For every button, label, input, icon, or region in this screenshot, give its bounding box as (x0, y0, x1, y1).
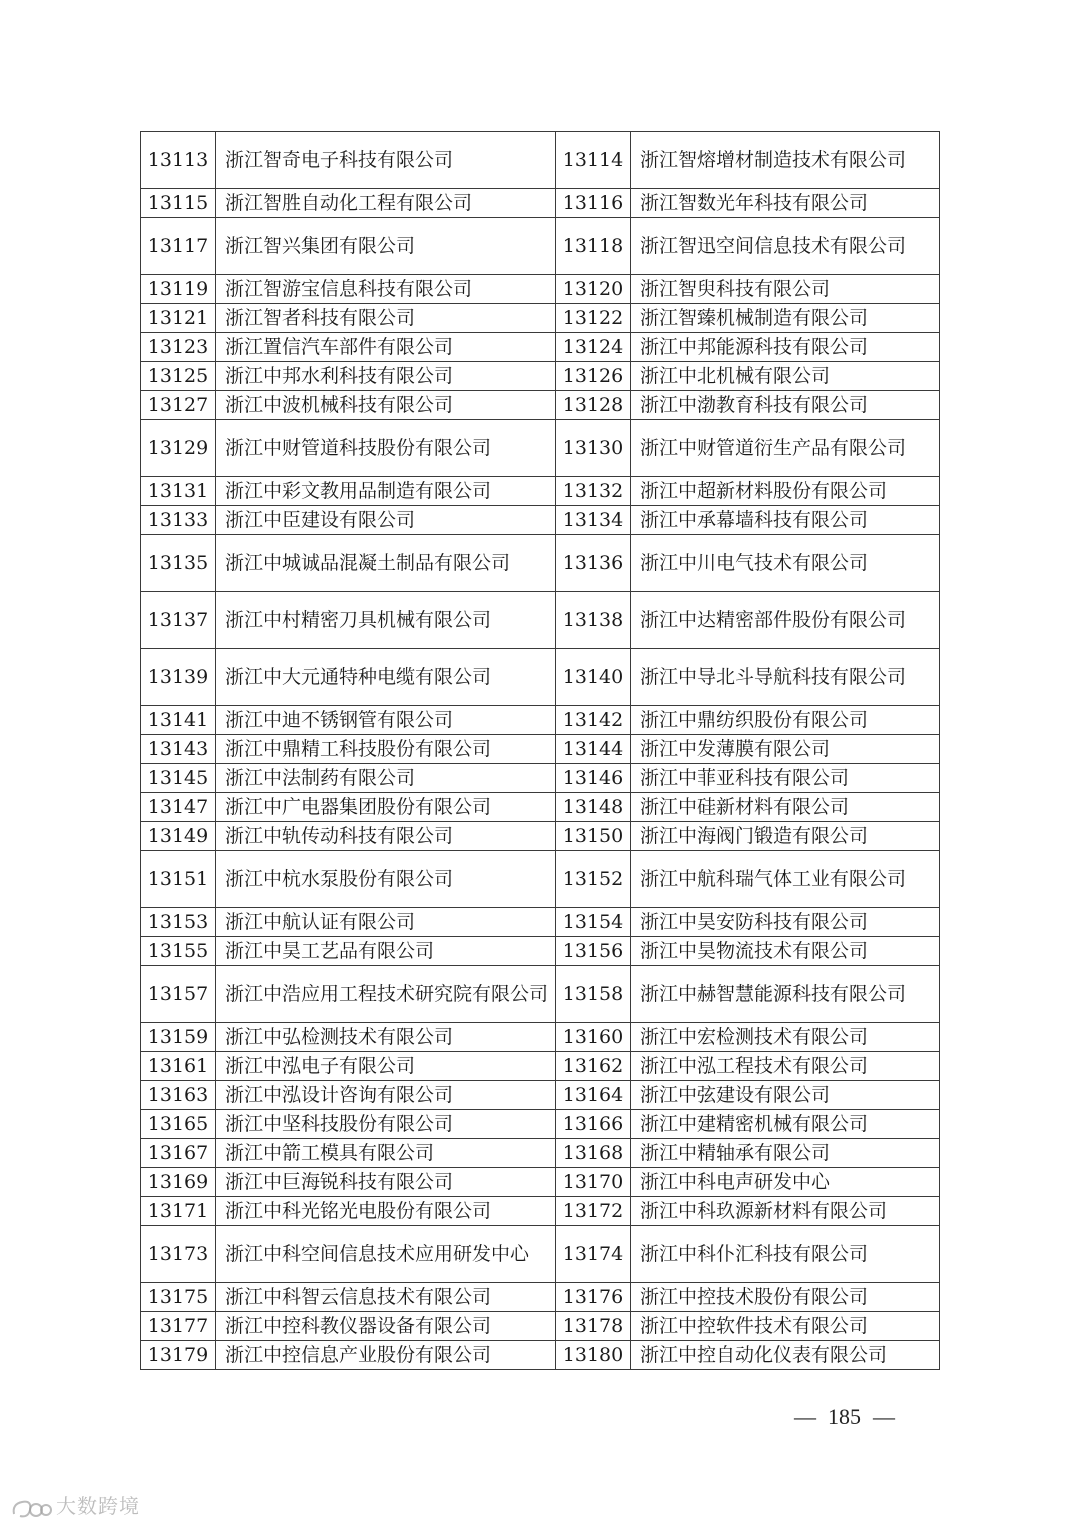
company-number: 13176 (556, 1283, 631, 1312)
company-number: 13117 (141, 218, 216, 275)
company-name: 浙江中鼎纺织股份有限公司 (631, 706, 940, 735)
page-footer (782, 1404, 907, 1430)
table-row (141, 735, 940, 764)
company-number: 13122 (556, 304, 631, 333)
company-name: 浙江智臾科技有限公司 (631, 275, 940, 304)
company-number: 13147 (141, 793, 216, 822)
company-name: 浙江中航认证有限公司 (216, 908, 556, 937)
company-name: 浙江中控信息产业股份有限公司 (216, 1341, 556, 1370)
table-row (141, 764, 940, 793)
company-number: 13120 (556, 275, 631, 304)
company-name: 浙江中财管道衍生产品有限公司 (631, 420, 940, 477)
table-row (141, 1052, 940, 1081)
company-name: 浙江中迪不锈钢管有限公司 (216, 706, 556, 735)
company-name: 浙江中控技术股份有限公司 (631, 1283, 940, 1312)
table-row (141, 333, 940, 362)
table-row (141, 822, 940, 851)
company-number: 13148 (556, 793, 631, 822)
company-number: 13125 (141, 362, 216, 391)
company-name: 浙江智迅空间信息技术有限公司 (631, 218, 940, 275)
company-number: 13155 (141, 937, 216, 966)
company-name: 浙江置信汽车部件有限公司 (216, 333, 556, 362)
table-row (141, 535, 940, 592)
company-number: 13171 (141, 1197, 216, 1226)
company-number: 13119 (141, 275, 216, 304)
company-name: 浙江中硅新材料有限公司 (631, 793, 940, 822)
company-number: 13179 (141, 1341, 216, 1370)
company-number: 13172 (556, 1197, 631, 1226)
company-number: 13129 (141, 420, 216, 477)
company-name: 浙江中泓电子有限公司 (216, 1052, 556, 1081)
company-number: 13114 (556, 132, 631, 189)
table-row (141, 1139, 940, 1168)
company-name: 浙江中承幕墙科技有限公司 (631, 506, 940, 535)
company-number: 13124 (556, 333, 631, 362)
company-number: 13116 (556, 189, 631, 218)
company-number: 13127 (141, 391, 216, 420)
table-row (141, 908, 940, 937)
table-row (141, 966, 940, 1023)
table-row (141, 649, 940, 706)
company-name: 浙江中航科瑞气体工业有限公司 (631, 851, 940, 908)
company-number: 13131 (141, 477, 216, 506)
company-number: 13166 (556, 1110, 631, 1139)
company-name: 浙江中广电器集团股份有限公司 (216, 793, 556, 822)
company-name: 浙江中邦能源科技有限公司 (631, 333, 940, 362)
company-name: 浙江智熔增材制造技术有限公司 (631, 132, 940, 189)
company-name: 浙江中轨传动科技有限公司 (216, 822, 556, 851)
company-name: 浙江智臻机械制造有限公司 (631, 304, 940, 333)
table-row (141, 275, 940, 304)
table-row (141, 1283, 940, 1312)
company-name: 浙江中昊工艺品有限公司 (216, 937, 556, 966)
table-row (141, 304, 940, 333)
company-name: 浙江中泓设计咨询有限公司 (216, 1081, 556, 1110)
company-name: 浙江中财管道科技股份有限公司 (216, 420, 556, 477)
company-name: 浙江智者科技有限公司 (216, 304, 556, 333)
company-number: 13151 (141, 851, 216, 908)
company-name: 浙江中弦建设有限公司 (631, 1081, 940, 1110)
company-name: 浙江中杭水泵股份有限公司 (216, 851, 556, 908)
company-name: 浙江中科空间信息技术应用研发中心 (216, 1226, 556, 1283)
company-name: 浙江中箭工模具有限公司 (216, 1139, 556, 1168)
company-number: 13174 (556, 1226, 631, 1283)
company-name: 浙江中北机械有限公司 (631, 362, 940, 391)
company-name: 浙江中昊安防科技有限公司 (631, 908, 940, 937)
company-name: 浙江中建精密机械有限公司 (631, 1110, 940, 1139)
company-name: 浙江中海阀门锻造有限公司 (631, 822, 940, 851)
company-number: 13157 (141, 966, 216, 1023)
company-name: 浙江智游宝信息科技有限公司 (216, 275, 556, 304)
footer-dash-right: — (873, 1404, 895, 1429)
footer-dash-left: — (794, 1404, 816, 1429)
company-number: 13141 (141, 706, 216, 735)
company-number: 13158 (556, 966, 631, 1023)
company-number: 13137 (141, 592, 216, 649)
company-number: 13118 (556, 218, 631, 275)
company-name: 浙江中超新材料股份有限公司 (631, 477, 940, 506)
company-name: 浙江智奇电子科技有限公司 (216, 132, 556, 189)
company-number: 13128 (556, 391, 631, 420)
table-row (141, 506, 940, 535)
company-name: 浙江智兴集团有限公司 (216, 218, 556, 275)
company-name: 浙江中达精密部件股份有限公司 (631, 592, 940, 649)
company-name: 浙江中科仆汇科技有限公司 (631, 1226, 940, 1283)
company-name: 浙江中波机械科技有限公司 (216, 391, 556, 420)
company-number: 13134 (556, 506, 631, 535)
company-name: 浙江智数光年科技有限公司 (631, 189, 940, 218)
table-row (141, 851, 940, 908)
company-number: 13144 (556, 735, 631, 764)
table-row (141, 132, 940, 189)
company-number: 13175 (141, 1283, 216, 1312)
company-name: 浙江智胜自动化工程有限公司 (216, 189, 556, 218)
company-name: 浙江中臣建设有限公司 (216, 506, 556, 535)
company-number: 13170 (556, 1168, 631, 1197)
company-name: 浙江中导北斗导航科技有限公司 (631, 649, 940, 706)
company-name: 浙江中精轴承有限公司 (631, 1139, 940, 1168)
company-name: 浙江中控自动化仪表有限公司 (631, 1341, 940, 1370)
company-number: 13135 (141, 535, 216, 592)
company-number: 13154 (556, 908, 631, 937)
company-number: 13130 (556, 420, 631, 477)
company-name: 浙江中法制药有限公司 (216, 764, 556, 793)
watermark-text: 大数跨境 (56, 1494, 140, 1518)
table-row (141, 706, 940, 735)
table-row (141, 793, 940, 822)
company-number: 13173 (141, 1226, 216, 1283)
company-name: 浙江中科光铭光电股份有限公司 (216, 1197, 556, 1226)
company-number: 13156 (556, 937, 631, 966)
company-number: 13180 (556, 1341, 631, 1370)
table-row (141, 1197, 940, 1226)
table-row (141, 362, 940, 391)
company-number: 13164 (556, 1081, 631, 1110)
company-name: 浙江中坚科技股份有限公司 (216, 1110, 556, 1139)
table-row (141, 1168, 940, 1197)
company-number: 13142 (556, 706, 631, 735)
company-name: 浙江中科电声研发中心 (631, 1168, 940, 1197)
company-number: 13138 (556, 592, 631, 649)
company-number: 13126 (556, 362, 631, 391)
company-number: 13113 (141, 132, 216, 189)
table-row (141, 937, 940, 966)
company-name: 浙江中发薄膜有限公司 (631, 735, 940, 764)
table-row (141, 218, 940, 275)
company-number: 13133 (141, 506, 216, 535)
company-number: 13178 (556, 1312, 631, 1341)
company-name: 浙江中浩应用工程技术研究院有限公司 (216, 966, 556, 1023)
company-name: 浙江中彩文教用品制造有限公司 (216, 477, 556, 506)
company-name: 浙江中村精密刀具机械有限公司 (216, 592, 556, 649)
table-row (141, 391, 940, 420)
table-row (141, 1023, 940, 1052)
company-number: 13160 (556, 1023, 631, 1052)
company-name: 浙江中巨海锐科技有限公司 (216, 1168, 556, 1197)
company-name: 浙江中川电气技术有限公司 (631, 535, 940, 592)
table-row (141, 1110, 940, 1139)
company-name: 浙江中控软件技术有限公司 (631, 1312, 940, 1341)
company-number: 13115 (141, 189, 216, 218)
company-name: 浙江中控科教仪器设备有限公司 (216, 1312, 556, 1341)
table-row (141, 189, 940, 218)
company-number: 13177 (141, 1312, 216, 1341)
company-number: 13150 (556, 822, 631, 851)
company-name: 浙江中鼎精工科技股份有限公司 (216, 735, 556, 764)
company-name: 浙江中科玖源新材料有限公司 (631, 1197, 940, 1226)
company-number: 13152 (556, 851, 631, 908)
company-number: 13165 (141, 1110, 216, 1139)
company-number: 13149 (141, 822, 216, 851)
company-number: 13153 (141, 908, 216, 937)
company-number: 13167 (141, 1139, 216, 1168)
company-name: 浙江中城诚品混凝土制品有限公司 (216, 535, 556, 592)
company-number: 13168 (556, 1139, 631, 1168)
company-number: 13136 (556, 535, 631, 592)
company-number: 13169 (141, 1168, 216, 1197)
table-row (141, 592, 940, 649)
company-number: 13123 (141, 333, 216, 362)
company-name: 浙江中赫智慧能源科技有限公司 (631, 966, 940, 1023)
company-number: 13145 (141, 764, 216, 793)
company-name: 浙江中科智云信息技术有限公司 (216, 1283, 556, 1312)
company-name: 浙江中昊物流技术有限公司 (631, 937, 940, 966)
company-number: 13143 (141, 735, 216, 764)
company-number: 13121 (141, 304, 216, 333)
table-row (141, 1226, 940, 1283)
table-row (141, 1312, 940, 1341)
table-row (141, 1081, 940, 1110)
company-list-table (140, 131, 940, 1370)
company-list-body (141, 132, 940, 1370)
watermark (10, 1490, 140, 1520)
company-name: 浙江中弘检测技术有限公司 (216, 1023, 556, 1052)
watermark-logo-icon (10, 1496, 52, 1520)
company-name: 浙江中渤教育科技有限公司 (631, 391, 940, 420)
table-row (141, 420, 940, 477)
company-name: 浙江中邦水利科技有限公司 (216, 362, 556, 391)
company-name: 浙江中大元通特种电缆有限公司 (216, 649, 556, 706)
company-number: 13146 (556, 764, 631, 793)
table-row (141, 1341, 940, 1370)
table-row (141, 477, 940, 506)
company-name: 浙江中菲亚科技有限公司 (631, 764, 940, 793)
company-number: 13140 (556, 649, 631, 706)
company-number: 13159 (141, 1023, 216, 1052)
company-number: 13162 (556, 1052, 631, 1081)
page-number: 185 (828, 1404, 861, 1429)
company-number: 13161 (141, 1052, 216, 1081)
company-number: 13132 (556, 477, 631, 506)
company-name: 浙江中宏检测技术有限公司 (631, 1023, 940, 1052)
company-number: 13139 (141, 649, 216, 706)
company-number: 13163 (141, 1081, 216, 1110)
company-name: 浙江中泓工程技术有限公司 (631, 1052, 940, 1081)
